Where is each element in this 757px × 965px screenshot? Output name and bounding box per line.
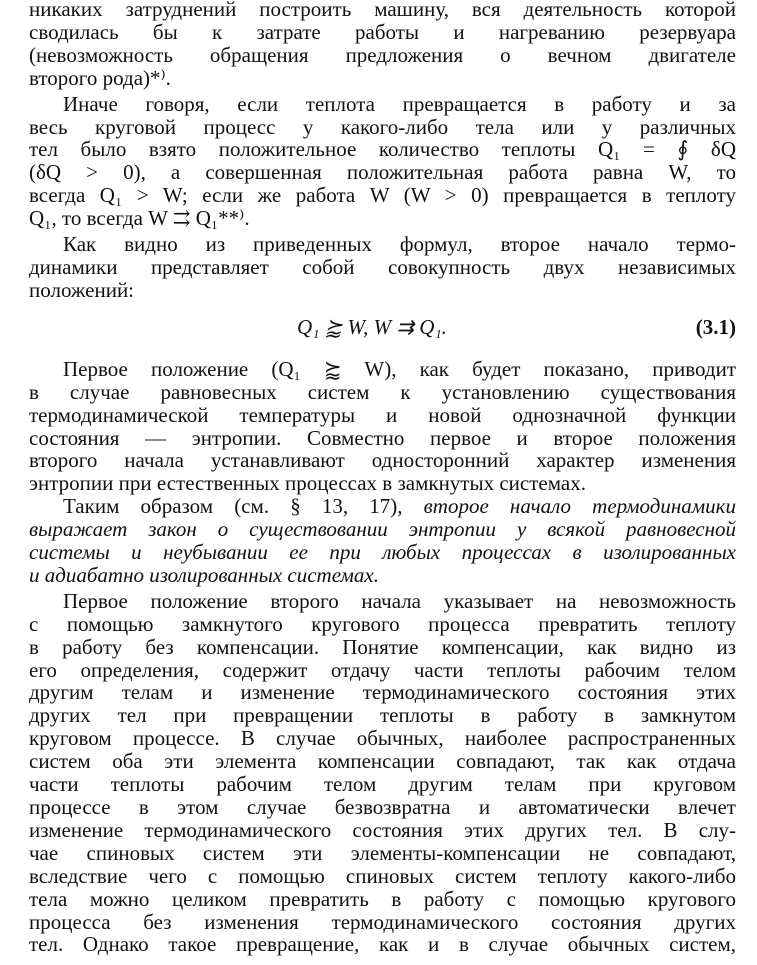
text-line: (δQ > 0), а совершенная положительная работа равна W, то	[29, 160, 736, 185]
text-line: с помощью замкнутого кругового процесса превратить теплоту	[29, 611, 736, 636]
text-line: термодинамической температуры и новой однозначной функции	[29, 402, 736, 427]
text-line: других тел при превращении теплоты в работу в замкнутом	[29, 703, 736, 728]
text-line: его определения, содержит отдачу части теплоты рабочим телом	[29, 657, 736, 682]
text-line: Q₁, то всегда W ⇉ Q₁**⁾.	[29, 206, 250, 231]
text-line: (невозможность обращения предложения о вечном двигателе	[29, 42, 736, 67]
text-line: состояния — энтропии. Совместно первое и второе положения	[29, 425, 736, 450]
equation-expression: Q₁ ⪸ W, W ⇉ Q₁.	[297, 314, 447, 339]
text-line: сводилась бы к затрате работы и нагреванию резервуара	[29, 19, 736, 44]
text-line: второго начала устанавливают односторонний характер изменения	[29, 448, 736, 473]
text-line: круговом процессе. В случае обычных, наиболее распространенных	[29, 726, 736, 751]
text-line: никаких затруднений построить машину, вся деятельность которой	[29, 0, 736, 21]
text-line: динамики представляет собой совокупность двух независимых	[29, 254, 736, 279]
text-line	[29, 495, 736, 518]
equation-3-1	[29, 310, 736, 350]
text-line: вследствие чего с помощью спиновых систем теплоту какого-либо	[29, 863, 736, 888]
text-line: положений:	[29, 277, 135, 302]
text-line: систем оба эти элемента компенсации совпадают, так как отдача	[29, 749, 736, 774]
text-line: процессе в этом случае безвозвратна и автоматически влечет	[29, 795, 736, 819]
text-line: в случае равновесных систем к установлению существования	[29, 379, 736, 404]
emphasized-line: и адиабатно изолированных системах.	[29, 562, 379, 587]
paragraph-4	[29, 358, 736, 495]
text-line: в работу без компенсации. Понятие компенсации, как видно из	[29, 634, 736, 659]
paragraph-3	[29, 233, 736, 302]
paragraph-6	[29, 590, 736, 957]
paragraph-lead-text: Таким образом (см. § 13, 17),	[63, 494, 424, 519]
text-line: Иначе говоря, если теплота превращается в работу и за	[63, 91, 736, 116]
paragraph-1	[29, 0, 736, 90]
text-line: другим телам и изменение термодинамического состояния этих	[29, 680, 736, 705]
text-line: Первое положение второго начала указывает на невозможность	[63, 588, 736, 613]
text-line: процесса без изменения термодинамического состояния других	[29, 909, 736, 934]
text-line: тел было взято положительное количество теплоты Q₁ = ∮ δQ	[29, 137, 736, 162]
text-line: второго рода)*⁾.	[29, 65, 171, 90]
text-line: Как видно из приведенных формул, второе начало термо-	[63, 232, 736, 257]
emphasized-line: выражает закон о существовании энтропии у всякой равновесной	[29, 517, 736, 542]
equation-number: (3.1)	[695, 314, 736, 339]
text-line: чае спиновых систем эти элементы-компенсации не совпадают,	[29, 840, 736, 865]
text-line: тела можно целиком превратить в работу с помощью кругового	[29, 886, 736, 911]
text-line: тел. Однако такое превращение, как и в случае обычных систем,	[29, 932, 736, 957]
text-line: энтропии при естественных процессах в замкнутых системах.	[29, 471, 586, 496]
paragraph-2	[29, 93, 736, 230]
text-line: всегда Q₁ > W; если же работа W (W > 0) превращается в теплоту	[29, 183, 736, 208]
text-line: весь круговой процесс у какого-либо тела или у различных	[29, 114, 736, 139]
text-line: части теплоты рабочим телом другим телам при круговом	[29, 772, 736, 797]
emphasized-text: второе начало термодинамики	[423, 494, 736, 519]
text-line: изменение термодинамического состояния этих других тел. В слу-	[29, 817, 736, 842]
emphasized-line: системы и неубывании ее при любых процессах в изолированных	[29, 540, 736, 565]
paragraph-5	[29, 495, 736, 587]
text-line: Первое положение (Q₁ ⪸ W), как будет показано, приводит	[63, 356, 736, 381]
